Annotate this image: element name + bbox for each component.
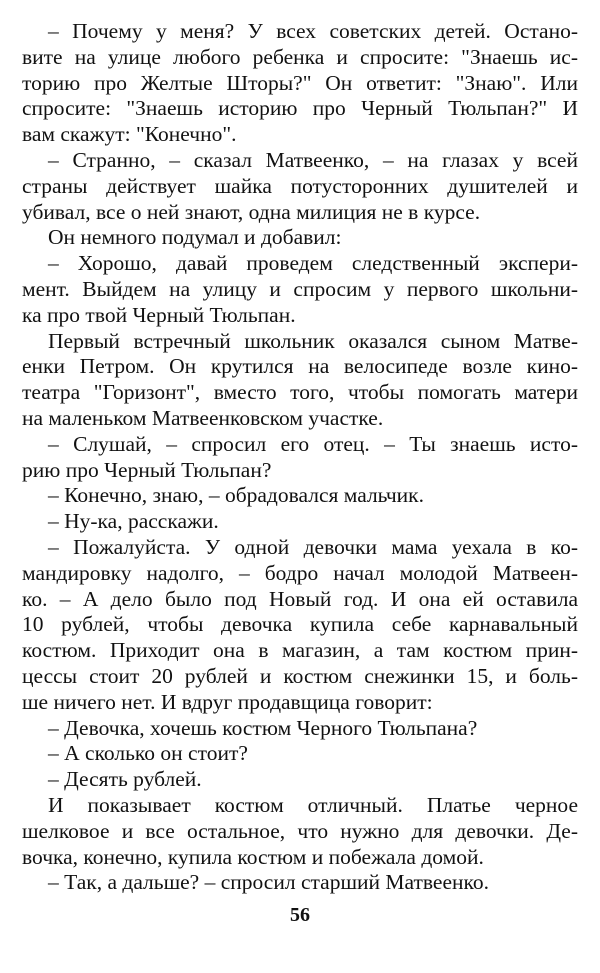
- text-line: спросите: "Знаешь историю про Черный Тюльпан?" И: [22, 96, 578, 121]
- paragraph: [22, 509, 578, 535]
- paragraph: [22, 767, 578, 793]
- paragraph: [22, 432, 578, 484]
- paragraph: [22, 716, 578, 742]
- paragraph: [22, 793, 578, 870]
- paragraph: [22, 225, 578, 251]
- text-line: страны действует шайка потусторонних душителей и: [22, 173, 578, 198]
- text-line: 10 рублей, чтобы девочка купила себе карнавальный: [22, 612, 578, 637]
- text-line: театра "Горизонт", вместо того, чтобы помогать матери: [22, 380, 578, 405]
- text-line: цессы стоит 20 рублей и костюм снежинки 15, и боль-: [22, 663, 578, 688]
- text-line: ко. – А дело было под Новый год. И она ей оставила: [22, 586, 578, 611]
- text-line: торию про Желтые Шторы?" Он ответит: "Знаю". Или: [22, 70, 578, 95]
- text-line: – Пожалуйста. У одной девочки мама уехала в ко-: [48, 534, 578, 559]
- text-line: вам скажут: "Конечно".: [22, 122, 237, 147]
- text-line: мент. Выйдем на улицу и спросим у первого школьни-: [22, 276, 578, 301]
- text-line: – Почему у меня? У всех советских детей. Остано-: [48, 19, 578, 43]
- text-line: ше ничего нет. И вдруг продавщица говорит:: [22, 689, 433, 714]
- paragraph: [22, 19, 578, 148]
- text-line: ка про твой Черный Тюльпан.: [22, 302, 296, 327]
- text-line: мандировку надолго, – бодро начал молодой Матвеен-: [22, 560, 578, 585]
- text-line: Первый встречный школьник оказался сыном Матве-: [48, 328, 578, 353]
- text-line: рию про Черный Тюльпан?: [22, 457, 272, 482]
- text-line: енки Петром. Он крутился на велосипеде возле кино-: [22, 354, 578, 379]
- text-line: – Хорошо, давай проведем следственный экспери-: [48, 251, 578, 276]
- text-line: на маленьком Матвеенковском участке.: [22, 405, 384, 430]
- text-line: вочка, конечно, купила костюм и побежала домой.: [22, 844, 484, 869]
- paragraph: [22, 870, 578, 896]
- text-line: – Странно, – сказал Матвеенко, – на глазах у всей: [48, 147, 578, 172]
- text-line: Он немного подумал и добавил:: [48, 225, 342, 250]
- text-line: – Конечно, знаю, – обрадовался мальчик.: [48, 483, 424, 508]
- paragraph: [22, 741, 578, 767]
- text-line: костюм. Приходит она в магазин, а там костюм прин-: [22, 638, 578, 663]
- text-line: – Десять рублей.: [48, 767, 202, 792]
- paragraph: [22, 148, 578, 225]
- text-line: убивал, все о ней знают, одна милиция не в курсе.: [22, 199, 481, 224]
- book-page-text: [22, 19, 578, 896]
- paragraph: [22, 483, 578, 509]
- text-line: – Слушай, – спросил его отец. – Ты знаешь исто-: [48, 431, 578, 456]
- text-line: шелковое и все остальное, что нужно для девочки. Де-: [22, 818, 578, 843]
- page-number: 56: [290, 904, 310, 926]
- text-line: И показывает костюм отличный. Платье черное: [48, 792, 578, 817]
- paragraph: [22, 251, 578, 328]
- text-line: – Ну-ка, расскажи.: [48, 509, 219, 534]
- text-line: – Девочка, хочешь костюм Черного Тюльпана?: [48, 715, 478, 740]
- text-line: вите на улице любого ребенка и спросите: "Знаешь ис-: [22, 44, 578, 69]
- paragraph: [22, 535, 578, 716]
- text-line: – А сколько он стоит?: [48, 741, 248, 766]
- text-line: – Так, а дальше? – спросил старший Матвеенко.: [48, 870, 489, 895]
- paragraph: [22, 329, 578, 432]
